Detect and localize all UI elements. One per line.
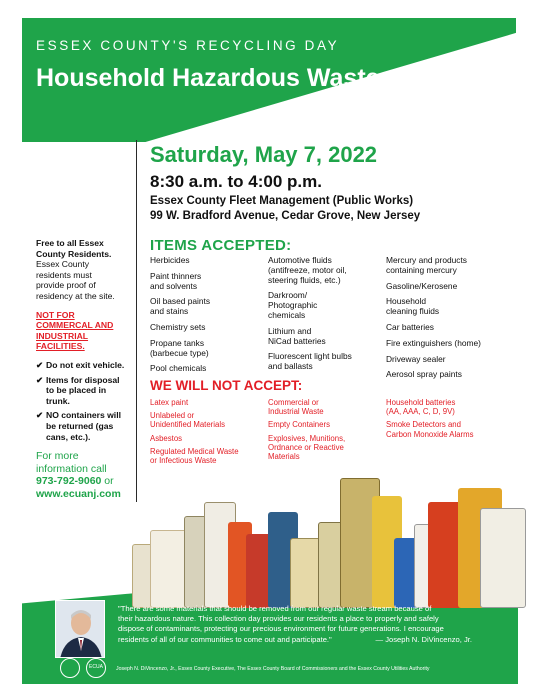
quote-attribution: — Joseph N. DiVincenzo, Jr.	[375, 634, 472, 644]
list-item: Commercial or Industrial Waste	[268, 398, 324, 417]
not-for-commercial-note: NOT FOR COMMERCAL AND INDUSTRIAL FACILITIES.	[36, 309, 114, 352]
list-item: Gasoline/Kerosene	[386, 280, 458, 291]
official-portrait	[55, 600, 105, 658]
executive-quote: "There are some materials that should be removed from our regular waste stream because of their hazardous nature. This collection day provides our residents a place to properly and safely dispose of contaminants, protecting our precious environment for future generations. I encourage residents of all of our communities to come out and participate." — Joseph N. DiVincenzo, Jr.	[118, 604, 472, 644]
venue-address: 99 W. Bradford Avenue, Cedar Grove, New Jersey	[150, 209, 421, 222]
list-item: Mercury and products containing mercury	[386, 255, 467, 275]
check-icon: ✔	[36, 374, 44, 385]
not-accepted-column-3	[386, 398, 506, 443]
product-icon	[480, 508, 526, 608]
list-item: Oil based paints and stains	[150, 296, 211, 317]
not-accepted-column-2	[268, 398, 380, 465]
contact-info: For more information call 973-792-9060 or www.ecuanj.com	[36, 450, 132, 500]
ecua-seal-icon: ECUA	[86, 658, 106, 678]
footer-credit: Joseph N. DiVincenzo, Jr., Essex County Executive, The Essex County Board of Commissioners and the Essex County Utilities Authority	[116, 666, 430, 672]
list-item: Herbicides	[150, 255, 190, 265]
list-item: Driveway sealer	[386, 353, 446, 364]
venue-name: Essex County Fleet Management (Public Works)	[150, 195, 414, 207]
list-item: Latex paint	[150, 398, 189, 407]
list-item: Household batteries (AA, AAA, C, D, 9V)	[386, 398, 456, 417]
rule-item: ✔ Do not exit vehicle.	[36, 359, 125, 370]
column-divider	[136, 140, 137, 502]
list-item: Fluorescent light bulbs and ballasts	[268, 351, 352, 372]
rules-checklist	[36, 360, 132, 442]
list-item: Aerosol spray paints	[386, 369, 462, 380]
list-item: Smoke Detectors and Carbon Monoxide Alarms	[386, 420, 474, 439]
not-accepted-heading: WE WILL NOT ACCEPT:	[150, 378, 303, 393]
accepted-heading: ITEMS ACCEPTED:	[150, 237, 292, 254]
list-item: Chemistry sets	[150, 321, 206, 332]
list-item: Pool chemicals	[150, 363, 207, 374]
event-date: Saturday, May 7, 2022	[150, 142, 378, 167]
rule-item: ✔ NO containers will be returned (gas cans, etc.).	[36, 410, 121, 442]
accepted-column-3	[386, 256, 506, 386]
check-icon: ✔	[36, 410, 44, 421]
list-item: Automotive fluids (antifreeze, motor oil, steering fluids, etc.)	[268, 255, 347, 285]
list-item: Household cleaning fluids	[386, 296, 440, 317]
list-item: Empty Containers	[268, 420, 330, 430]
accepted-column-1	[150, 256, 260, 380]
not-accepted-column-1	[150, 398, 262, 469]
accepted-column-2	[268, 256, 378, 378]
hazardous-products-photo	[128, 470, 528, 608]
left-info-column	[36, 238, 132, 500]
list-item: Asbestos	[150, 433, 183, 443]
website-link[interactable]: www.ecuanj.com	[36, 487, 121, 500]
header-kicker: ESSEX COUNTY'S RECYCLING DAY	[36, 38, 340, 53]
list-item: Regulated Medical Waste or Infectious Waste	[150, 446, 239, 466]
event-time: 8:30 a.m. to 4:00 p.m.	[150, 172, 322, 191]
list-item: Car batteries	[386, 321, 434, 332]
list-item: Darkroom/ Photographic chemicals	[268, 290, 318, 320]
check-icon: ✔	[36, 359, 44, 370]
free-note: Free to all Essex County Residents.	[36, 238, 112, 259]
portrait-icon	[56, 601, 105, 658]
event-venue	[150, 194, 420, 223]
proof-note: Essex County residents must provide proof of residency at the site.	[36, 259, 115, 301]
phone-link[interactable]: 973-792-9060	[36, 475, 102, 488]
list-item: Paint thinners and solvents	[150, 270, 202, 291]
list-item: Unlabeled or Unidentified Materials	[150, 411, 225, 430]
list-item: Propane tanks (barbecue type)	[150, 337, 209, 358]
list-item: Lithium and NiCad batteries	[268, 325, 326, 346]
header-title: Household Hazardous Waste	[36, 64, 380, 92]
list-item: Explosives, Munitions, Ordnance or Reactive Materials	[268, 433, 346, 462]
list-item: Fire extinguishers (home)	[386, 337, 481, 348]
county-seal-icon	[60, 658, 80, 678]
rule-item: ✔ Items for disposal to be placed in trunk.	[36, 374, 120, 406]
